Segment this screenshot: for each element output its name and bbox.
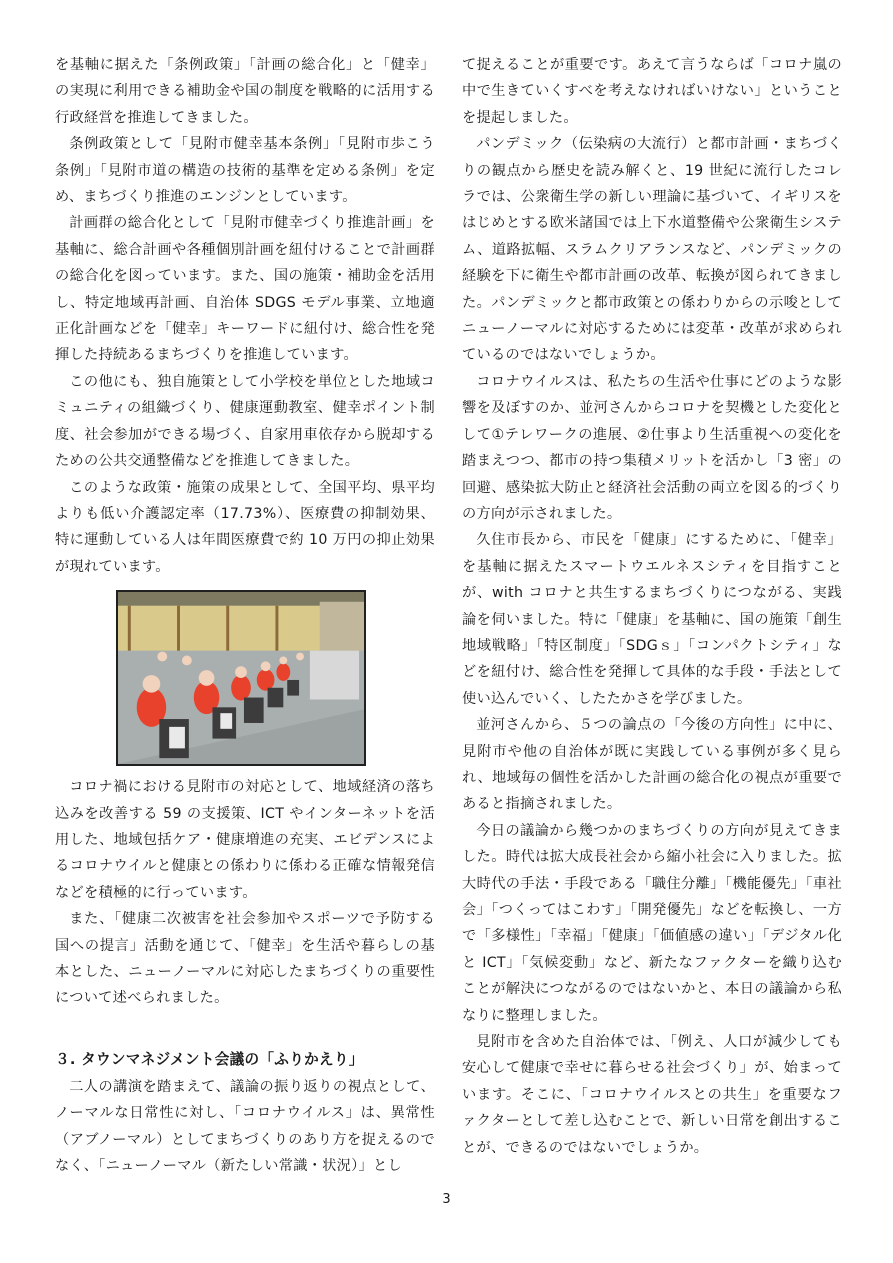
paragraph: パンデミック（伝染病の大流行）と都市計画・まちづくりの観点から歴史を読み解くと、19 世紀に流行したコレラでは、公衆衛生学の新しい理論に基づいて、イギリスをはじめとする欧米諸国では上下水道整備や公衆衛生システム、道路拡幅、スラムクリアランスなど、パンデミックの経験を下に衛生や都市計画の改革、転換が図られてきました。パンデミックと都市政策との係わりからの示唆としてニューノーマルに対応するためには変革・改革が求められているのではないでしょうか。 <box>462 136 842 364</box>
paragraph: コロナ禍における見附市の対応として、地域経済の落ち込みを改善する 59 の支援策、ICT やインターネットを活用した、地域包括ケア・健康増進の充実、エビデンスによるコロナウイルと健康との係わりに係わる正確な情報発信などを積極的に行っています。 <box>55 779 435 901</box>
paragraph: を基軸に据えた「条例政策」「計画の総合化」と「健幸」の実現に利用できる補助金や国の制度を戦略的に活用する行政経営を推進してきました。 <box>55 57 435 126</box>
paragraph: 条例政策として「見附市健幸基本条例」「見附市歩こう条例」「見附市道の構造の技術的基準を定める条例」を定め、まちづくり推進のエンジンとしています。 <box>55 136 435 206</box>
paragraph: 久住市長から、市民を「健康」にするために、「健幸」を基軸に据えたスマートウエルネスシティを目指すことが、with コロナと共生するまちづくりにつながる、実践論を伺いました。特に「健康」を基軸に、国の施策「創生地域戦略」「特区制度」「SDGｓ」「コンパクトシティ」などを紐付け、総合性を発揮して具体的な手段・手法として使い込んでいく、したたかさを学びました。 <box>462 532 842 707</box>
paragraph: 見附市を含めた自治体では、「例え、人口が減少しても安心して健康で幸せに暮らせる社会づくり」が、始まっています。そこに、「コロナウイルスとの共生」を重要なファクターとして差し込むことで、新しい日常を創出することが、できるのではないでしょうか。 <box>462 1034 842 1156</box>
paragraph: て捉えることが重要です。あえて言うならば「コロナ嵐の中で生きていくすべを考えなければいけない」ということを提起しました。 <box>462 57 842 126</box>
page-number: 3 <box>442 1192 451 1207</box>
paragraph: 今日の議論から幾つかのまちづくりの方向が見えてきました。時代は拡大成長社会から縮小社会に入りました。拡大時代の手法・手段である「職住分離」「機能優先」「車社会」「つくってはこわす」「開発優先」などを転換し、一方で「多様性」「幸福」「健康」「価値感の違い」「デジタル化と ICT」「気候変動」など、新たなファクターを織り込むことが解決につながるのではないかと、本日の議論から私なりに整理しました。 <box>462 822 842 1024</box>
paragraph: この他にも、独自施策として小学校を単位とした地域コミュニティの組織づくり、健康運動教室、健幸ポイント制度、社会参加ができる場づく、自家用車依存から脱却するための公共交通整備などを推進してきました。 <box>55 373 435 470</box>
exercise-class-photo <box>116 590 366 766</box>
paragraph: このような政策・施策の成果として、全国平均、県平均よりも低い介護認定率（17.73%）、医療費の抑制効果、特に運動している人は年間医療費で約 10 万円の抑止効果が現れています。 <box>55 479 435 575</box>
right-column <box>462 52 842 1161</box>
paragraph: コロナウイルスは、私たちの生活や仕事にどのような影響を及ぼすのか、並河さんからコロナを契機とした変化として①テレワークの進展、②仕事より生活重視への変化を踏まえつつ、都市の持つ集積メリットを活かし「3 密」の回避、感染拡大防止と経済社会活動の両立を図る的づくりの方向が示されました。 <box>462 373 842 522</box>
section-heading: ３. タウンマネジメント会議の「ふりかえり」 <box>55 1050 364 1068</box>
paragraph: 並河さんから、５つの論点の「今後の方向性」に中に、見附市や他の自治体が既に実践している事例が多く見られ、地域毎の個性を活かした計画の総合化の視点が重要であると指摘されました。 <box>462 717 842 813</box>
paragraph: 二人の講演を踏まえて、議論の振り返りの視点として、ノーマルな日常性に対し、「コロナウイルス」は、異常性（アブノーマル）としてまちづくりのあり方を捉えるのでなく、「ニューノーマル（新たしい常識・状況）」とし <box>55 1078 435 1174</box>
exercise-class-photo-image <box>118 592 364 764</box>
left-column <box>55 52 435 1179</box>
paragraph: 計画群の総合化として「見附市健幸づくり推進計画」を基軸に、総合計画や各種個別計画を紐付けることで計画群の総合化を図っています。また、国の施策・補助金を活用し、特定地域再計画、自治体 SDGS モデル事業、立地適正化計画などを「健幸」キーワードに紐付け、総合性を発揮した持続あるまちづくりを推進しています。 <box>55 215 435 364</box>
paragraph: また、「健康二次被害を社会参加やスポーツで予防する国への提言」活動を通じて、「健幸」を生活や暮らしの基本とした、ニューノーマルに対応したまちづくりの重要性について述べられました。 <box>55 911 435 1007</box>
